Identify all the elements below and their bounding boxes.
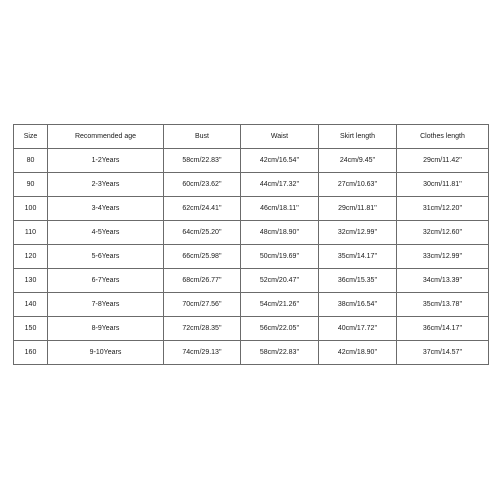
cell-bust: 74cm/29.13'': [164, 341, 241, 365]
cell-age: 3-4Years: [48, 197, 164, 221]
cell-clothes-length: 36cm/14.17'': [397, 317, 489, 341]
table-row: [14, 245, 489, 269]
cell-bust: 72cm/28.35'': [164, 317, 241, 341]
header-bust: Bust: [164, 125, 241, 149]
cell-age: 9-10Years: [48, 341, 164, 365]
cell-clothes-length: 34cm/13.39'': [397, 269, 489, 293]
cell-skirt-length: 42cm/18.90'': [319, 341, 397, 365]
cell-clothes-length: 37cm/14.57'': [397, 341, 489, 365]
cell-age: 4-5Years: [48, 221, 164, 245]
header-recommended-age: Recommended age: [48, 125, 164, 149]
cell-waist: 44cm/17.32'': [241, 173, 319, 197]
cell-size: 100: [14, 197, 48, 221]
header-waist: Waist: [241, 125, 319, 149]
table-row: [14, 173, 489, 197]
cell-waist: 50cm/19.69'': [241, 245, 319, 269]
table-row: [14, 221, 489, 245]
cell-waist: 52cm/20.47'': [241, 269, 319, 293]
cell-size: 110: [14, 221, 48, 245]
table-row: [14, 317, 489, 341]
cell-waist: 46cm/18.11'': [241, 197, 319, 221]
cell-clothes-length: 33cm/12.99'': [397, 245, 489, 269]
cell-waist: 48cm/18.90'': [241, 221, 319, 245]
cell-bust: 66cm/25.98'': [164, 245, 241, 269]
cell-skirt-length: 32cm/12.99'': [319, 221, 397, 245]
cell-age: 5-6Years: [48, 245, 164, 269]
cell-skirt-length: 38cm/16.54'': [319, 293, 397, 317]
cell-clothes-length: 30cm/11.81'': [397, 173, 489, 197]
cell-size: 90: [14, 173, 48, 197]
table-header-row: [14, 125, 489, 149]
cell-size: 120: [14, 245, 48, 269]
cell-bust: 58cm/22.83'': [164, 149, 241, 173]
cell-clothes-length: 35cm/13.78'': [397, 293, 489, 317]
cell-skirt-length: 24cm/9.45'': [319, 149, 397, 173]
cell-age: 7-8Years: [48, 293, 164, 317]
table-row: [14, 293, 489, 317]
cell-size: 80: [14, 149, 48, 173]
cell-clothes-length: 31cm/12.20'': [397, 197, 489, 221]
cell-size: 160: [14, 341, 48, 365]
cell-clothes-length: 32cm/12.60'': [397, 221, 489, 245]
cell-size: 150: [14, 317, 48, 341]
cell-age: 6-7Years: [48, 269, 164, 293]
cell-age: 8-9Years: [48, 317, 164, 341]
cell-skirt-length: 40cm/17.72'': [319, 317, 397, 341]
cell-age: 1-2Years: [48, 149, 164, 173]
header-skirt-length: Skirt length: [319, 125, 397, 149]
cell-waist: 56cm/22.05'': [241, 317, 319, 341]
size-chart-table: [13, 124, 489, 365]
cell-clothes-length: 29cm/11.42'': [397, 149, 489, 173]
cell-waist: 54cm/21.26'': [241, 293, 319, 317]
cell-bust: 70cm/27.56'': [164, 293, 241, 317]
header-size: Size: [14, 125, 48, 149]
cell-skirt-length: 29cm/11.81'': [319, 197, 397, 221]
cell-skirt-length: 36cm/15.35'': [319, 269, 397, 293]
cell-waist: 42cm/16.54'': [241, 149, 319, 173]
header-clothes-length: Clothes length: [397, 125, 489, 149]
cell-age: 2-3Years: [48, 173, 164, 197]
cell-waist: 58cm/22.83'': [241, 341, 319, 365]
table-row: [14, 149, 489, 173]
cell-size: 130: [14, 269, 48, 293]
cell-bust: 60cm/23.62'': [164, 173, 241, 197]
cell-bust: 62cm/24.41'': [164, 197, 241, 221]
table-row: [14, 197, 489, 221]
cell-size: 140: [14, 293, 48, 317]
table-row: [14, 341, 489, 365]
table-row: [14, 269, 489, 293]
cell-skirt-length: 27cm/10.63'': [319, 173, 397, 197]
cell-bust: 64cm/25.20'': [164, 221, 241, 245]
cell-skirt-length: 35cm/14.17'': [319, 245, 397, 269]
cell-bust: 68cm/26.77'': [164, 269, 241, 293]
